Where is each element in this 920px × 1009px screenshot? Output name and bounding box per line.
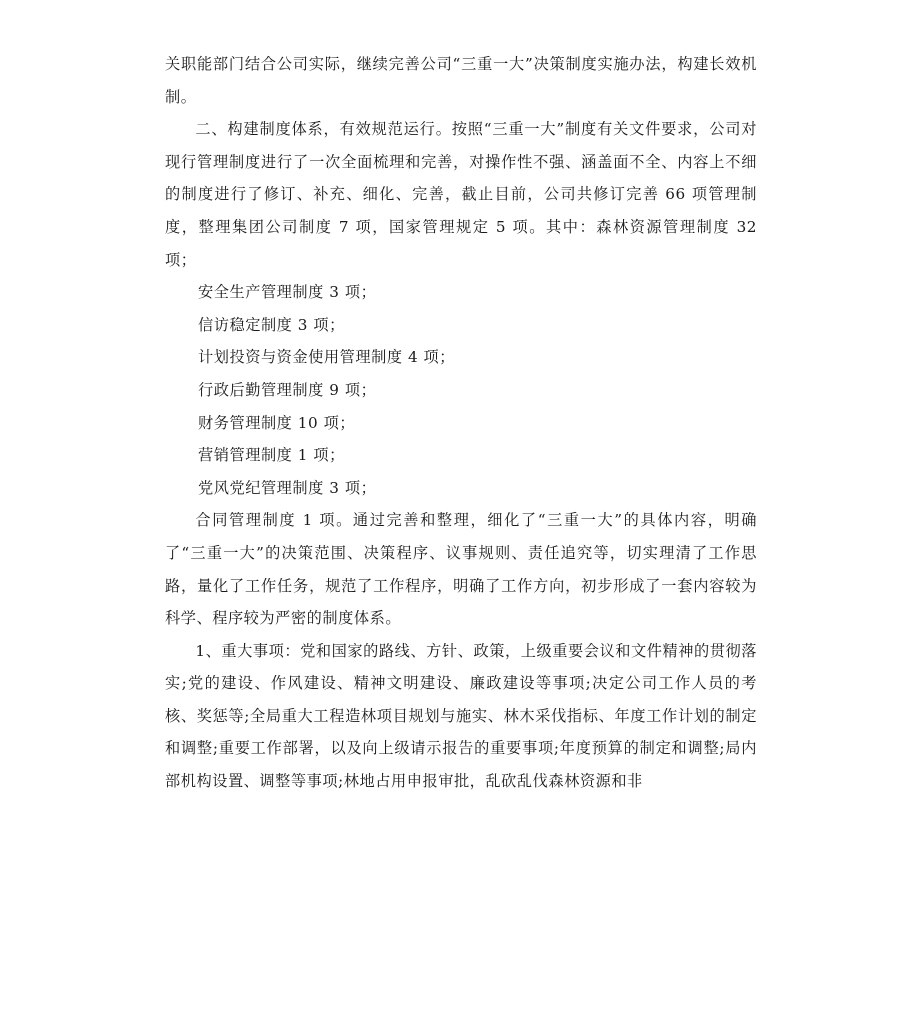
paragraph-section-two: 二、构建制度体系，有效规范运行。按照“三重一大”制度有关文件要求，公司对现行管理制度进行了一次全面梳理和完善，对操作性不强、涵盖面不全、内容上不细的制度进行了修订、补充、细化、完善，截止目前，公司共修订完善 66 项管理制度，整理集团公司制度 7 项，国家管理规定 5 项。其中：森林资源管理制度 32 项；: [165, 120, 757, 269]
paragraph-continuation: 关职能部门结合公司实际，继续完善公司“三重一大”决策制度实施办法，构建长效机制。: [165, 55, 757, 106]
list-item: 安全生产管理制度 3 项；: [198, 283, 377, 302]
list-item: 信访稳定制度 3 项；: [198, 315, 345, 334]
list-item: 营销管理制度 1 项；: [198, 446, 345, 465]
list-item: 行政后勤管理制度 9 项；: [198, 380, 377, 399]
list-item: 财务管理制度 10 项；: [198, 413, 356, 432]
document-body: [165, 48, 757, 798]
list-item: 党风党纪管理制度 3 项；: [198, 478, 377, 497]
paragraph-major-matters: 1、重大事项：党和国家的路线、方针、政策，上级重要会议和文件精神的贯彻落实;党的建设、作风建设、精神文明建设、廉政建设等事项;决定公司工作人员的考核、奖惩等;全局重大工程造林项目规划与施实、林木采伐指标、年度工作计划的制定和调整;重要工作部署，以及向上级请示报告的重要事项;年度预算的制定和调整;局内部机构设置、调整等事项;林地占用申报审批，乱砍乱伐森林资源和非: [165, 641, 757, 791]
paragraph-contract-summary: 合同管理制度 1 项。通过完善和整理，细化了“三重一大”的具体内容，明确了“三重一大”的决策范围、决策程序、议事规则、责任追究等，切实理清了工作思路，量化了工作任务，规范了工作程序，明确了工作方向，初步形成了一套内容较为科学、程序较为严密的制度体系。: [165, 511, 757, 628]
list-item: 计划投资与资金使用管理制度 4 项；: [198, 348, 456, 367]
